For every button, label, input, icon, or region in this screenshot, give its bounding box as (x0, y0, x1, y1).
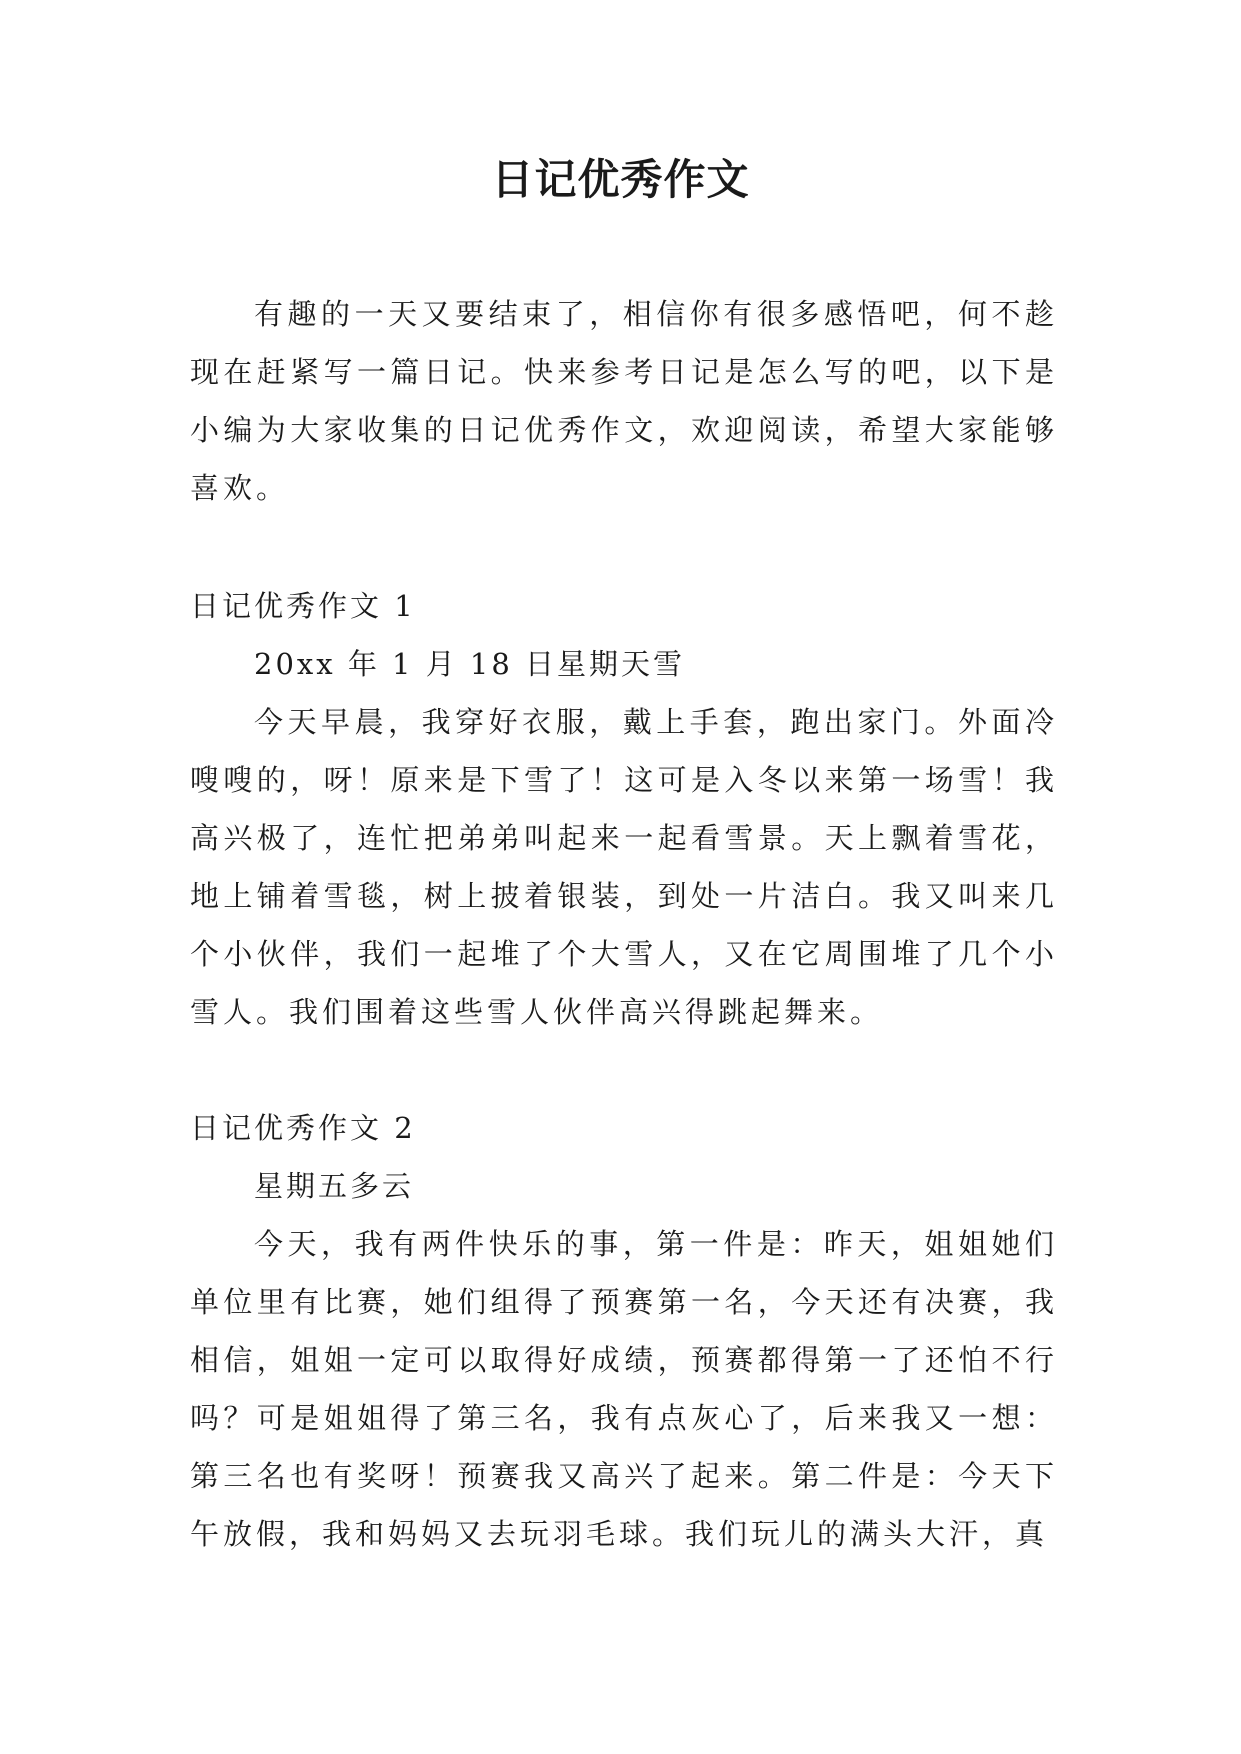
section-heading: 日记优秀作文 2 (190, 1111, 416, 1145)
diary-date-line: 星期五多云 (254, 1169, 415, 1203)
section-paragraph: 今天，我有两件快乐的事，第一件是：昨天，姐姐她们单位里有比赛，她们组得了预赛第一名，今天还有决赛，我相信，姐姐一定可以取得好成绩，预赛都得第一了还怕不行吗？可是姐姐得了第三名，我有点灰心了，后来我又一想：第三名也有奖呀！预赛我又高兴了起来。第二件是：今天下午放假，我和妈妈又去玩羽毛球。我们玩儿的满头大汗，真 (190, 1227, 1058, 1551)
section-1 (190, 577, 1058, 1041)
diary-date-line: 20xx 年 1 月 18 日星期天雪 (254, 647, 686, 681)
section-paragraph: 今天早晨，我穿好衣服，戴上手套，跑出家门。外面冷嗖嗖的，呀！原来是下雪了！这可是入冬以来第一场雪！我高兴极了，连忙把弟弟叫起来一起看雪景。天上飘着雪花，地上铺着雪毯，树上披着银装，到处一片洁白。我又叫来几个小伙伴，我们一起堆了个大雪人，又在它周围堆了几个小雪人。我们围着这些雪人伙伴高兴得跳起舞来。 (190, 705, 1058, 1029)
section-2 (190, 1099, 1058, 1563)
section-heading: 日记优秀作文 1 (190, 589, 416, 623)
intro-paragraph: 有趣的一天又要结束了，相信你有很多感悟吧，何不趁现在赶紧写一篇日记。快来参考日记是怎么写的吧，以下是小编为大家收集的日记优秀作文，欢迎阅读，希望大家能够喜欢。 (190, 297, 1058, 505)
document-title: 日记优秀作文 (491, 155, 750, 204)
